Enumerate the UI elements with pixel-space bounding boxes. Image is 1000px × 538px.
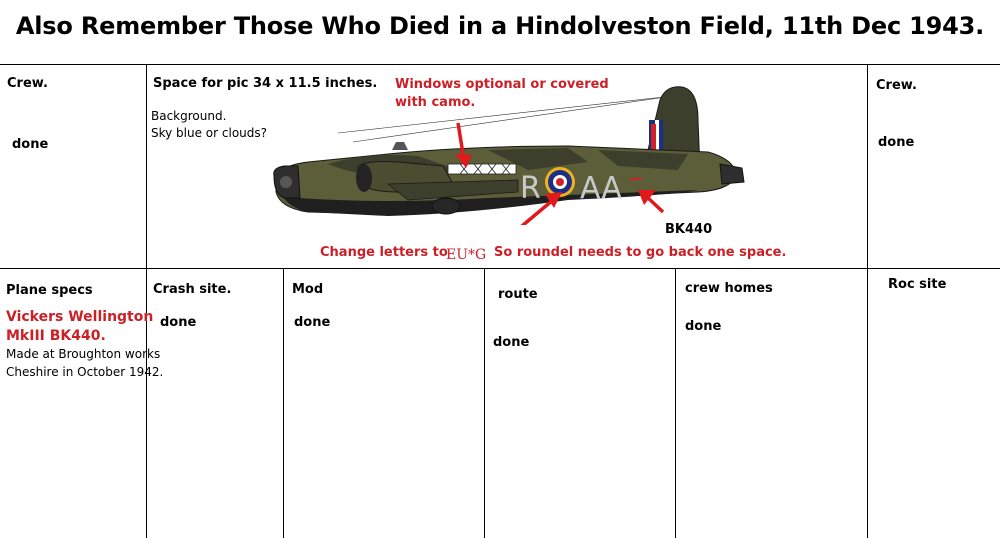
picture-space-label: Space for pic 34 x 11.5 inches. [153, 76, 378, 91]
background-note-line1: Background. [151, 109, 227, 123]
right-crew-label: Crew. [876, 78, 917, 93]
fuselage-code-letters: AA [580, 171, 622, 206]
crew-homes-label: crew homes [685, 281, 773, 296]
plane-name-line1: Vickers Wellington [6, 309, 154, 325]
grid-divider-bottom-4 [675, 268, 676, 538]
roc-site-label: Roc site [888, 277, 947, 292]
grid-line-top [0, 64, 1000, 65]
serial-number-label: BK440 [665, 222, 713, 237]
fuselage-code-prefix: R [520, 171, 541, 206]
change-letters-note: Change letters to [320, 245, 448, 260]
route-label: route [498, 287, 538, 302]
grid-divider-bottom-3 [484, 268, 485, 538]
windows-note-line2: with camo. [395, 95, 476, 110]
crew-homes-status: done [685, 319, 722, 334]
grid-divider-top-left [146, 64, 147, 268]
crash-site-label: Crash site. [153, 282, 232, 297]
grid-line-middle [0, 268, 1000, 269]
route-status: done [493, 335, 530, 350]
page-title: Also Remember Those Who Died in a Hindolveston Field, 11th Dec 1943. [15, 12, 985, 40]
background-note-line2: Sky blue or clouds? [151, 126, 268, 140]
crash-site-status: done [160, 315, 197, 330]
roundel-note: So roundel needs to go back one space. [494, 245, 787, 260]
grid-divider-bottom-5 [867, 268, 868, 538]
left-crew-status: done [12, 137, 49, 152]
mod-status: done [294, 315, 331, 330]
plane-specs-label: Plane specs [6, 283, 93, 298]
plane-origin-line1: Made at Broughton works [6, 347, 161, 361]
grid-divider-bottom-2 [283, 268, 284, 538]
plane-name-line2: MkIII BK440. [6, 328, 106, 344]
new-letters-value: EU*G [446, 247, 487, 263]
windows-note-line1: Windows optional or covered [395, 77, 609, 92]
grid-divider-top-right [867, 64, 868, 268]
left-crew-label: Crew. [7, 76, 48, 91]
mod-label: Mod [292, 282, 324, 297]
plane-origin-line2: Cheshire in October 1942. [6, 365, 164, 379]
wellington-bomber-image [268, 80, 748, 225]
right-crew-status: done [878, 135, 915, 150]
